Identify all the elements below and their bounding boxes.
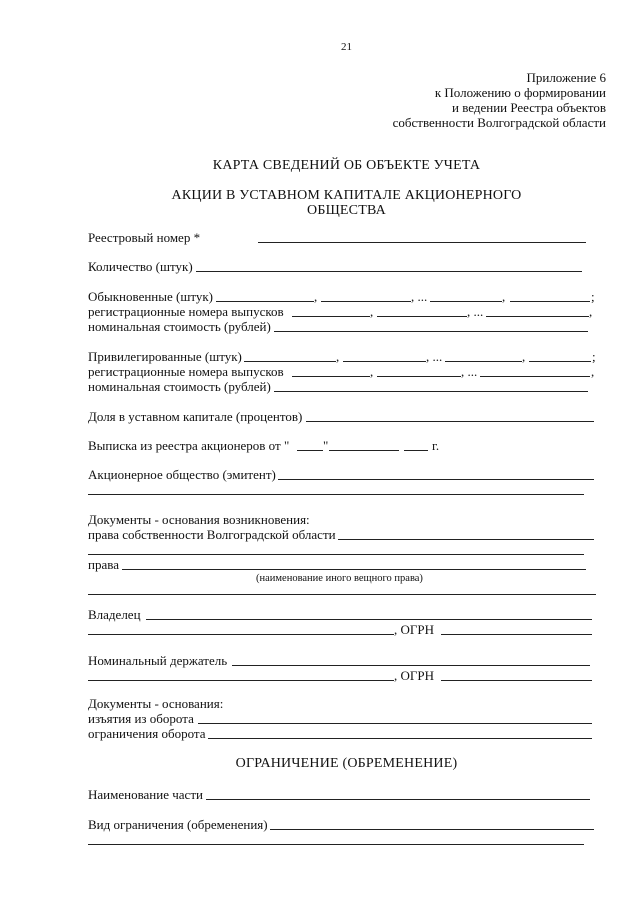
nominal-value-2-field[interactable] — [274, 391, 588, 392]
registry-number-label: Реестровый номер * — [88, 230, 201, 245]
right-field[interactable] — [122, 569, 586, 570]
restriction-type-field-1[interactable] — [270, 829, 594, 830]
separator: , ... — [467, 304, 484, 319]
owner-field-1[interactable] — [146, 619, 592, 620]
reg-numbers-label: регистрационные номера выпусков — [88, 304, 284, 319]
issuer-field-1[interactable] — [278, 479, 594, 480]
restriction-label: ограничения оборота — [88, 726, 206, 741]
withdrawal-field[interactable] — [198, 723, 592, 724]
page-number: 21 — [341, 41, 352, 53]
separator: , ... — [411, 289, 428, 304]
nominal-value-label: номинальная стоимость (рублей) — [88, 319, 271, 334]
nominal-value-field[interactable] — [274, 331, 588, 332]
nominal-holder-label: Номинальный держатель — [88, 653, 228, 668]
separator: , — [370, 364, 374, 379]
share-label: Доля в уставном капитале (процентов) — [88, 409, 303, 424]
preferred-shares-label: Привилегированные (штук) — [88, 349, 242, 364]
preferred-shares-field-4[interactable] — [529, 361, 591, 362]
quantity-label: Количество (штук) — [88, 259, 193, 274]
reg-numbers-label-2: регистрационные номера выпусков — [88, 364, 284, 379]
reg-numbers-field-3[interactable] — [486, 316, 589, 317]
separator: ; — [592, 349, 596, 364]
preferred-shares-field-1[interactable] — [244, 361, 336, 362]
ownership-right-label: права собственности Волгоградской области — [88, 527, 336, 542]
withdrawal-label: изъятия из оборота — [88, 711, 194, 726]
separator: , ... — [461, 364, 478, 379]
restriction-type-field-2[interactable] — [88, 844, 584, 845]
reg-numbers-2-field-1[interactable] — [292, 376, 370, 377]
ordinary-shares-field-3[interactable] — [430, 301, 502, 302]
extract-day-field[interactable] — [297, 450, 323, 451]
restriction-field[interactable] — [208, 738, 592, 739]
part-name-field[interactable] — [206, 799, 590, 800]
ordinary-shares-label: Обыкновенные (штук) — [88, 289, 214, 304]
document-title: КАРТА СВЕДЕНИЙ ОБ ОБЪЕКТЕ УЧЕТА — [212, 158, 481, 173]
separator: , — [589, 304, 593, 319]
reg-numbers-2-field-2[interactable] — [377, 376, 461, 377]
separator: , — [336, 349, 340, 364]
registry-number-field[interactable] — [258, 242, 586, 243]
document-subtitle-line-2: ОБЩЕСТВА — [307, 203, 386, 218]
reg-numbers-2-field-3[interactable] — [480, 376, 590, 377]
issuer-field-2[interactable] — [88, 494, 584, 495]
docs-basis-2-label: Документы - основания: — [88, 696, 224, 711]
extract-label: Выписка из реестра акционеров от " — [88, 438, 290, 453]
appendix-line-2: к Положению о формировании — [434, 85, 606, 100]
owner-field-2[interactable] — [88, 634, 394, 635]
extract-year-suffix: г. — [432, 438, 440, 453]
nominal-holder-ogrn-field[interactable] — [441, 680, 592, 681]
ownership-right-field-1[interactable] — [338, 539, 594, 540]
owner-label: Владелец — [88, 607, 141, 622]
section-heading: ОГРАНИЧЕНИЕ (ОБРЕМЕНЕНИЕ) — [235, 756, 458, 771]
ogrn-label: , ОГРН — [394, 622, 435, 637]
nominal-holder-field-2[interactable] — [88, 680, 394, 681]
separator: , — [314, 289, 318, 304]
nominal-value-label-2: номинальная стоимость (рублей) — [88, 379, 271, 394]
ordinary-shares-field-4[interactable] — [510, 301, 590, 302]
appendix-line-4: собственности Волгоградской области — [392, 115, 606, 130]
separator: , — [522, 349, 526, 364]
quantity-field[interactable] — [196, 271, 582, 272]
preferred-shares-field-2[interactable] — [343, 361, 426, 362]
extract-quote: " — [323, 438, 329, 453]
right-field-2[interactable] — [88, 594, 596, 595]
document-subtitle-line-1: АКЦИИ В УСТАВНОМ КАПИТАЛЕ АКЦИОНЕРНОГО — [171, 188, 522, 203]
ogrn-label-2: , ОГРН — [394, 668, 435, 683]
ordinary-shares-field-2[interactable] — [321, 301, 411, 302]
reg-numbers-field-1[interactable] — [292, 316, 370, 317]
issuer-label: Акционерное общество (эмитент) — [88, 467, 276, 482]
share-field[interactable] — [306, 421, 594, 422]
reg-numbers-field-2[interactable] — [377, 316, 467, 317]
ordinary-shares-field-1[interactable] — [216, 301, 314, 302]
right-label: права — [88, 557, 119, 572]
docs-basis-label: Документы - основания возникновения: — [88, 512, 310, 527]
preferred-shares-field-3[interactable] — [445, 361, 522, 362]
nominal-holder-field-1[interactable] — [232, 665, 590, 666]
owner-ogrn-field[interactable] — [441, 634, 592, 635]
extract-month-field[interactable] — [329, 450, 399, 451]
part-name-label: Наименование части — [88, 787, 203, 802]
restriction-type-label: Вид ограничения (обременения) — [88, 817, 268, 832]
separator: , — [502, 289, 506, 304]
separator: , — [370, 304, 374, 319]
ownership-right-field-2[interactable] — [88, 554, 584, 555]
right-caption: (наименование иного вещного права) — [256, 573, 423, 584]
extract-year-field[interactable] — [404, 450, 428, 451]
separator: , ... — [426, 349, 443, 364]
appendix-line-3: и ведении Реестра объектов — [451, 100, 606, 115]
appendix-line-1: Приложение 6 — [526, 70, 606, 85]
separator: , — [591, 364, 595, 379]
separator: ; — [591, 289, 595, 304]
